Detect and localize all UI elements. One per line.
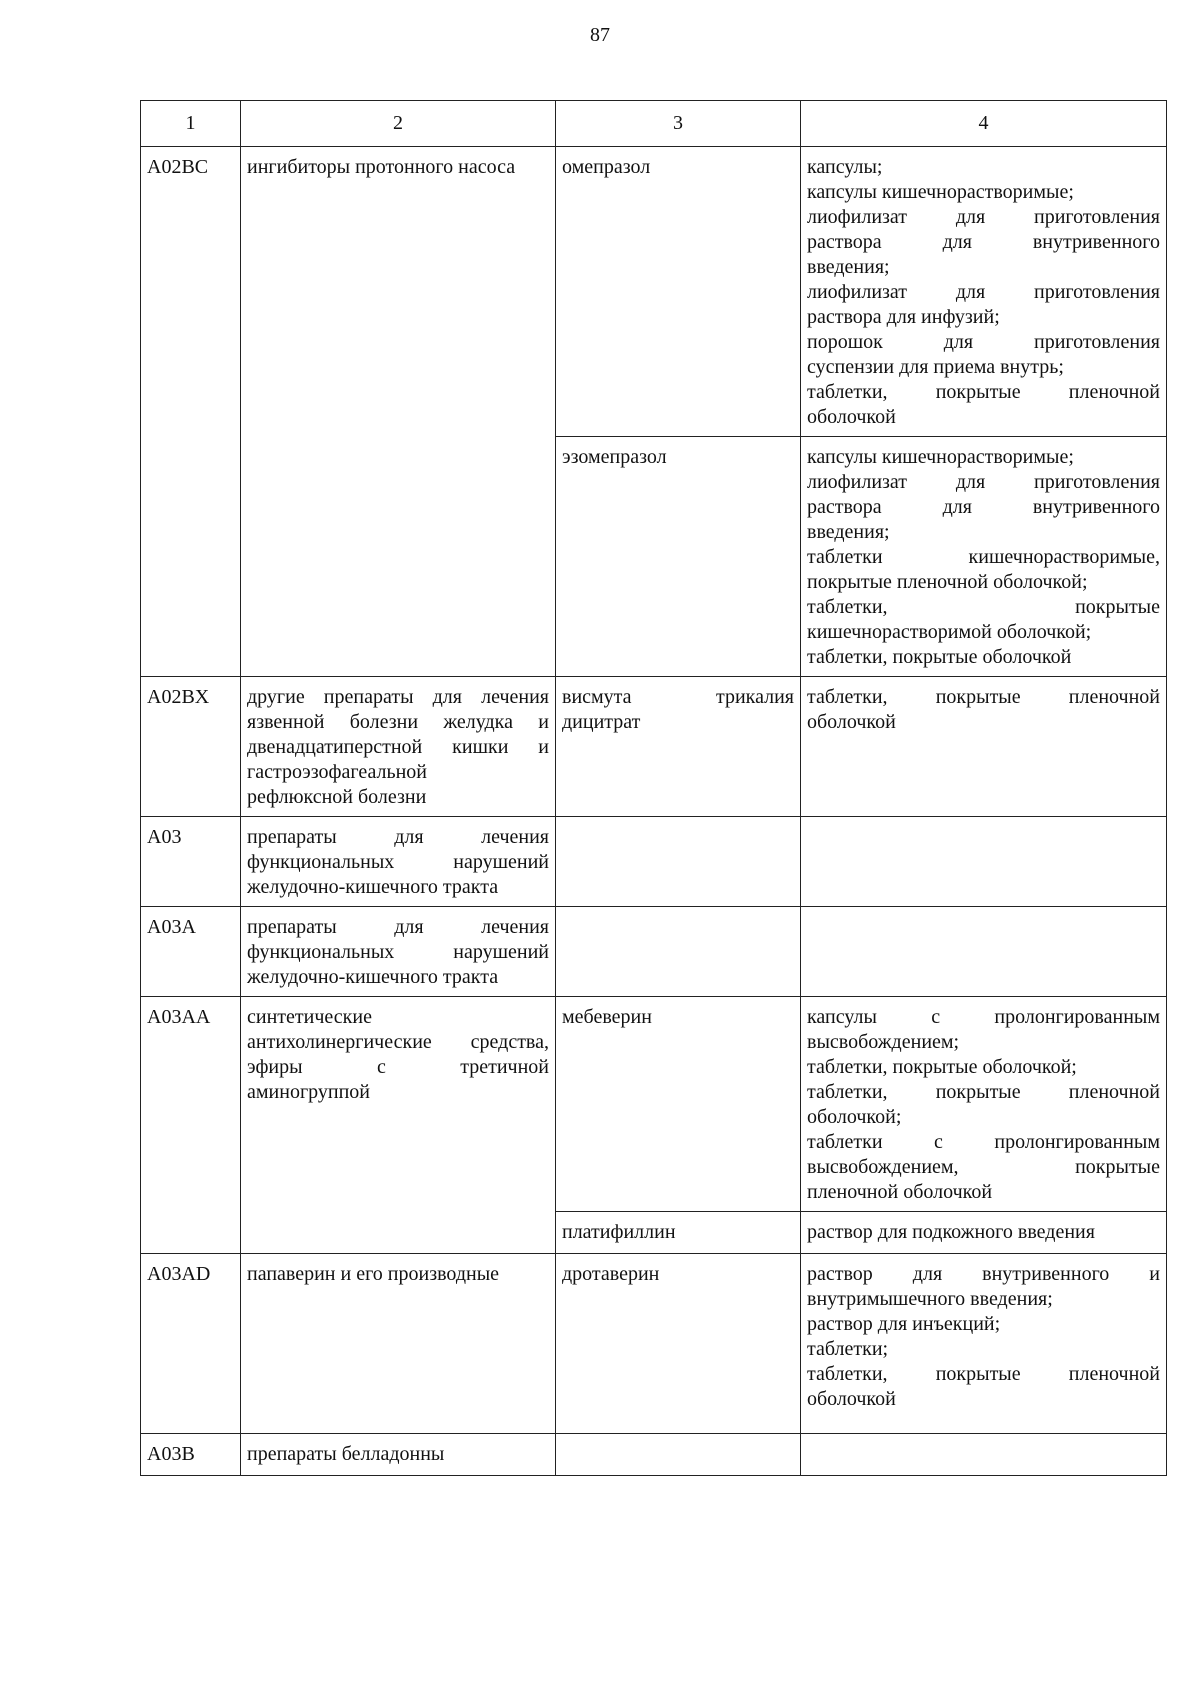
dosage-form-line: раствор для подкожного введения bbox=[807, 1221, 1095, 1243]
dosage-form-line: капсулы с пролонгированным bbox=[807, 1006, 1160, 1028]
dosage-form-line: высвобождением, покрытые bbox=[807, 1156, 1160, 1178]
atc-code: A02BC bbox=[147, 156, 209, 178]
dosage-form-line: таблетки, покрытые оболочкой; bbox=[807, 1056, 1077, 1078]
dosage-form-line: таблетки, покрытые пленочной bbox=[807, 1081, 1160, 1103]
atc-code: A03B bbox=[147, 1443, 195, 1465]
group-name-cell bbox=[241, 907, 556, 997]
dosage-form-line: капсулы; bbox=[807, 156, 883, 178]
dosage-form-line: таблетки, покрытые оболочкой bbox=[807, 646, 1072, 668]
table-row bbox=[141, 1434, 1167, 1476]
group-name-line: другие препараты для лечения bbox=[247, 686, 549, 708]
group-name-cell bbox=[241, 1254, 556, 1434]
dosage-form-cell bbox=[801, 437, 1167, 677]
table-row bbox=[141, 817, 1167, 907]
dosage-form-line: раствор для внутривенного и bbox=[807, 1263, 1160, 1285]
drug-name-line: мебеверин bbox=[562, 1006, 652, 1028]
group-name-cell bbox=[241, 147, 556, 677]
page-number: 87 bbox=[590, 24, 610, 46]
drug-name-line: висмута трикалия bbox=[562, 686, 794, 708]
group-name-line: функциональных нарушений bbox=[247, 851, 549, 873]
dosage-form-line: высвобождением; bbox=[807, 1031, 960, 1053]
group-name-line: препараты для лечения bbox=[247, 916, 549, 938]
drug-name-line: омепразол bbox=[562, 156, 651, 178]
dosage-form-line: раствор для инъекций; bbox=[807, 1313, 1001, 1335]
header-col-2: 2 bbox=[241, 101, 556, 147]
group-name-cell bbox=[241, 1434, 556, 1476]
group-name-cell bbox=[241, 677, 556, 817]
table-row bbox=[141, 147, 1167, 437]
table-row bbox=[141, 907, 1167, 997]
dosage-form-line: кишечнорастворимой оболочкой; bbox=[807, 621, 1092, 643]
group-name-line: функциональных нарушений bbox=[247, 941, 549, 963]
table-body bbox=[141, 101, 1167, 1476]
header-col-1: 1 bbox=[141, 101, 241, 147]
dosage-form-line: капсулы кишечнорастворимые; bbox=[807, 446, 1074, 468]
atc-code: A03AD bbox=[147, 1263, 211, 1285]
group-name-line: рефлюксной болезни bbox=[247, 786, 427, 808]
dosage-form-cell bbox=[801, 817, 1167, 907]
dosage-form-line: лиофилизат для приготовления bbox=[807, 471, 1160, 493]
atc-code-cell bbox=[141, 907, 241, 997]
dosage-form-cell bbox=[801, 907, 1167, 997]
group-name-line: синтетические bbox=[247, 1006, 372, 1028]
drug-name-line: эзомепразол bbox=[562, 446, 667, 468]
dosage-form-line: раствора для внутривенного bbox=[807, 231, 1160, 253]
drug-name-cell bbox=[556, 437, 801, 677]
group-name-line: антихолинергические средства, bbox=[247, 1031, 549, 1053]
dosage-form-line: введения; bbox=[807, 521, 890, 543]
dosage-form-line: оболочкой bbox=[807, 406, 896, 428]
dosage-form-line: оболочкой bbox=[807, 1388, 896, 1410]
atc-code: A03 bbox=[147, 826, 182, 848]
group-name-line: эфиры с третичной bbox=[247, 1056, 549, 1078]
group-name-line: желудочно-кишечного тракта bbox=[247, 966, 499, 988]
atc-code-cell bbox=[141, 817, 241, 907]
atc-code: A02BX bbox=[147, 686, 210, 708]
atc-code-cell bbox=[141, 1254, 241, 1434]
dosage-form-cell bbox=[801, 147, 1167, 437]
header-row bbox=[141, 101, 1167, 147]
atc-code-cell bbox=[141, 677, 241, 817]
dosage-form-line: таблетки, покрытые пленочной bbox=[807, 1363, 1160, 1385]
header-col-3: 3 bbox=[556, 101, 801, 147]
dosage-form-cell bbox=[801, 997, 1167, 1212]
drug-name-cell bbox=[556, 1254, 801, 1434]
dosage-form-line: раствора для инфузий; bbox=[807, 306, 1000, 328]
drug-name-cell bbox=[556, 1434, 801, 1476]
drug-name-cell bbox=[556, 677, 801, 817]
group-name-line: препараты для лечения bbox=[247, 826, 549, 848]
dosage-form-line: таблетки кишечнорастворимые, bbox=[807, 546, 1160, 568]
dosage-form-line: оболочкой bbox=[807, 711, 896, 733]
table-row bbox=[141, 677, 1167, 817]
dosage-form-line: таблетки, покрытые пленочной bbox=[807, 686, 1160, 708]
drug-name-line: дицитрат bbox=[562, 711, 641, 733]
group-name-line: папаверин и его производные bbox=[247, 1263, 500, 1285]
dosage-form-line: таблетки, покрытые пленочной bbox=[807, 381, 1160, 403]
atc-code: A03A bbox=[147, 916, 196, 938]
dosage-form-cell bbox=[801, 677, 1167, 817]
dosage-form-line: внутримышечного введения; bbox=[807, 1288, 1053, 1310]
drug-name-cell bbox=[556, 817, 801, 907]
dosage-form-cell bbox=[801, 1434, 1167, 1476]
drug-table bbox=[140, 100, 1167, 1476]
group-name-line: двенадцатиперстной кишки и bbox=[247, 736, 549, 758]
dosage-form-line: порошок для приготовления bbox=[807, 331, 1160, 353]
header-col-4: 4 bbox=[801, 101, 1167, 147]
group-name-cell bbox=[241, 817, 556, 907]
group-name-line: желудочно-кишечного тракта bbox=[247, 876, 499, 898]
drug-name-line: дротаверин bbox=[562, 1263, 660, 1285]
drug-name-cell bbox=[556, 147, 801, 437]
drug-name-cell bbox=[556, 997, 801, 1212]
atc-code-cell bbox=[141, 147, 241, 677]
group-name-line: ингибиторы протонного насоса bbox=[247, 156, 516, 178]
dosage-form-line: пленочной оболочкой bbox=[807, 1181, 993, 1203]
dosage-form-line: оболочкой; bbox=[807, 1106, 902, 1128]
atc-code-cell bbox=[141, 997, 241, 1254]
drug-name-cell bbox=[556, 907, 801, 997]
atc-code-cell bbox=[141, 1434, 241, 1476]
dosage-form-line: лиофилизат для приготовления bbox=[807, 281, 1160, 303]
dosage-form-line: таблетки; bbox=[807, 1338, 889, 1360]
group-name-line: язвенной болезни желудка и bbox=[247, 711, 549, 733]
dosage-form-line: введения; bbox=[807, 256, 890, 278]
dosage-form-line: раствора для внутривенного bbox=[807, 496, 1160, 518]
dosage-form-line: капсулы кишечнорастворимые; bbox=[807, 181, 1074, 203]
dosage-form-line: суспензии для приема внутрь; bbox=[807, 356, 1064, 378]
group-name-line: гастроэзофагеальной bbox=[247, 761, 428, 783]
group-name-cell bbox=[241, 997, 556, 1254]
drug-name-line: платифиллин bbox=[562, 1221, 676, 1243]
dosage-form-line: таблетки, покрытые bbox=[807, 596, 1160, 618]
dosage-form-line: покрытые пленочной оболочкой; bbox=[807, 571, 1088, 593]
drug-name-cell bbox=[556, 1212, 801, 1254]
dosage-form-line: таблетки с пролонгированным bbox=[807, 1131, 1160, 1153]
group-name-line: аминогруппой bbox=[247, 1081, 370, 1103]
dosage-form-cell bbox=[801, 1212, 1167, 1254]
table-row bbox=[141, 997, 1167, 1212]
group-name-line: препараты белладонны bbox=[247, 1443, 445, 1465]
dosage-form-cell bbox=[801, 1254, 1167, 1434]
table-row bbox=[141, 1254, 1167, 1434]
atc-code: A03AA bbox=[147, 1006, 211, 1028]
dosage-form-line: лиофилизат для приготовления bbox=[807, 206, 1160, 228]
